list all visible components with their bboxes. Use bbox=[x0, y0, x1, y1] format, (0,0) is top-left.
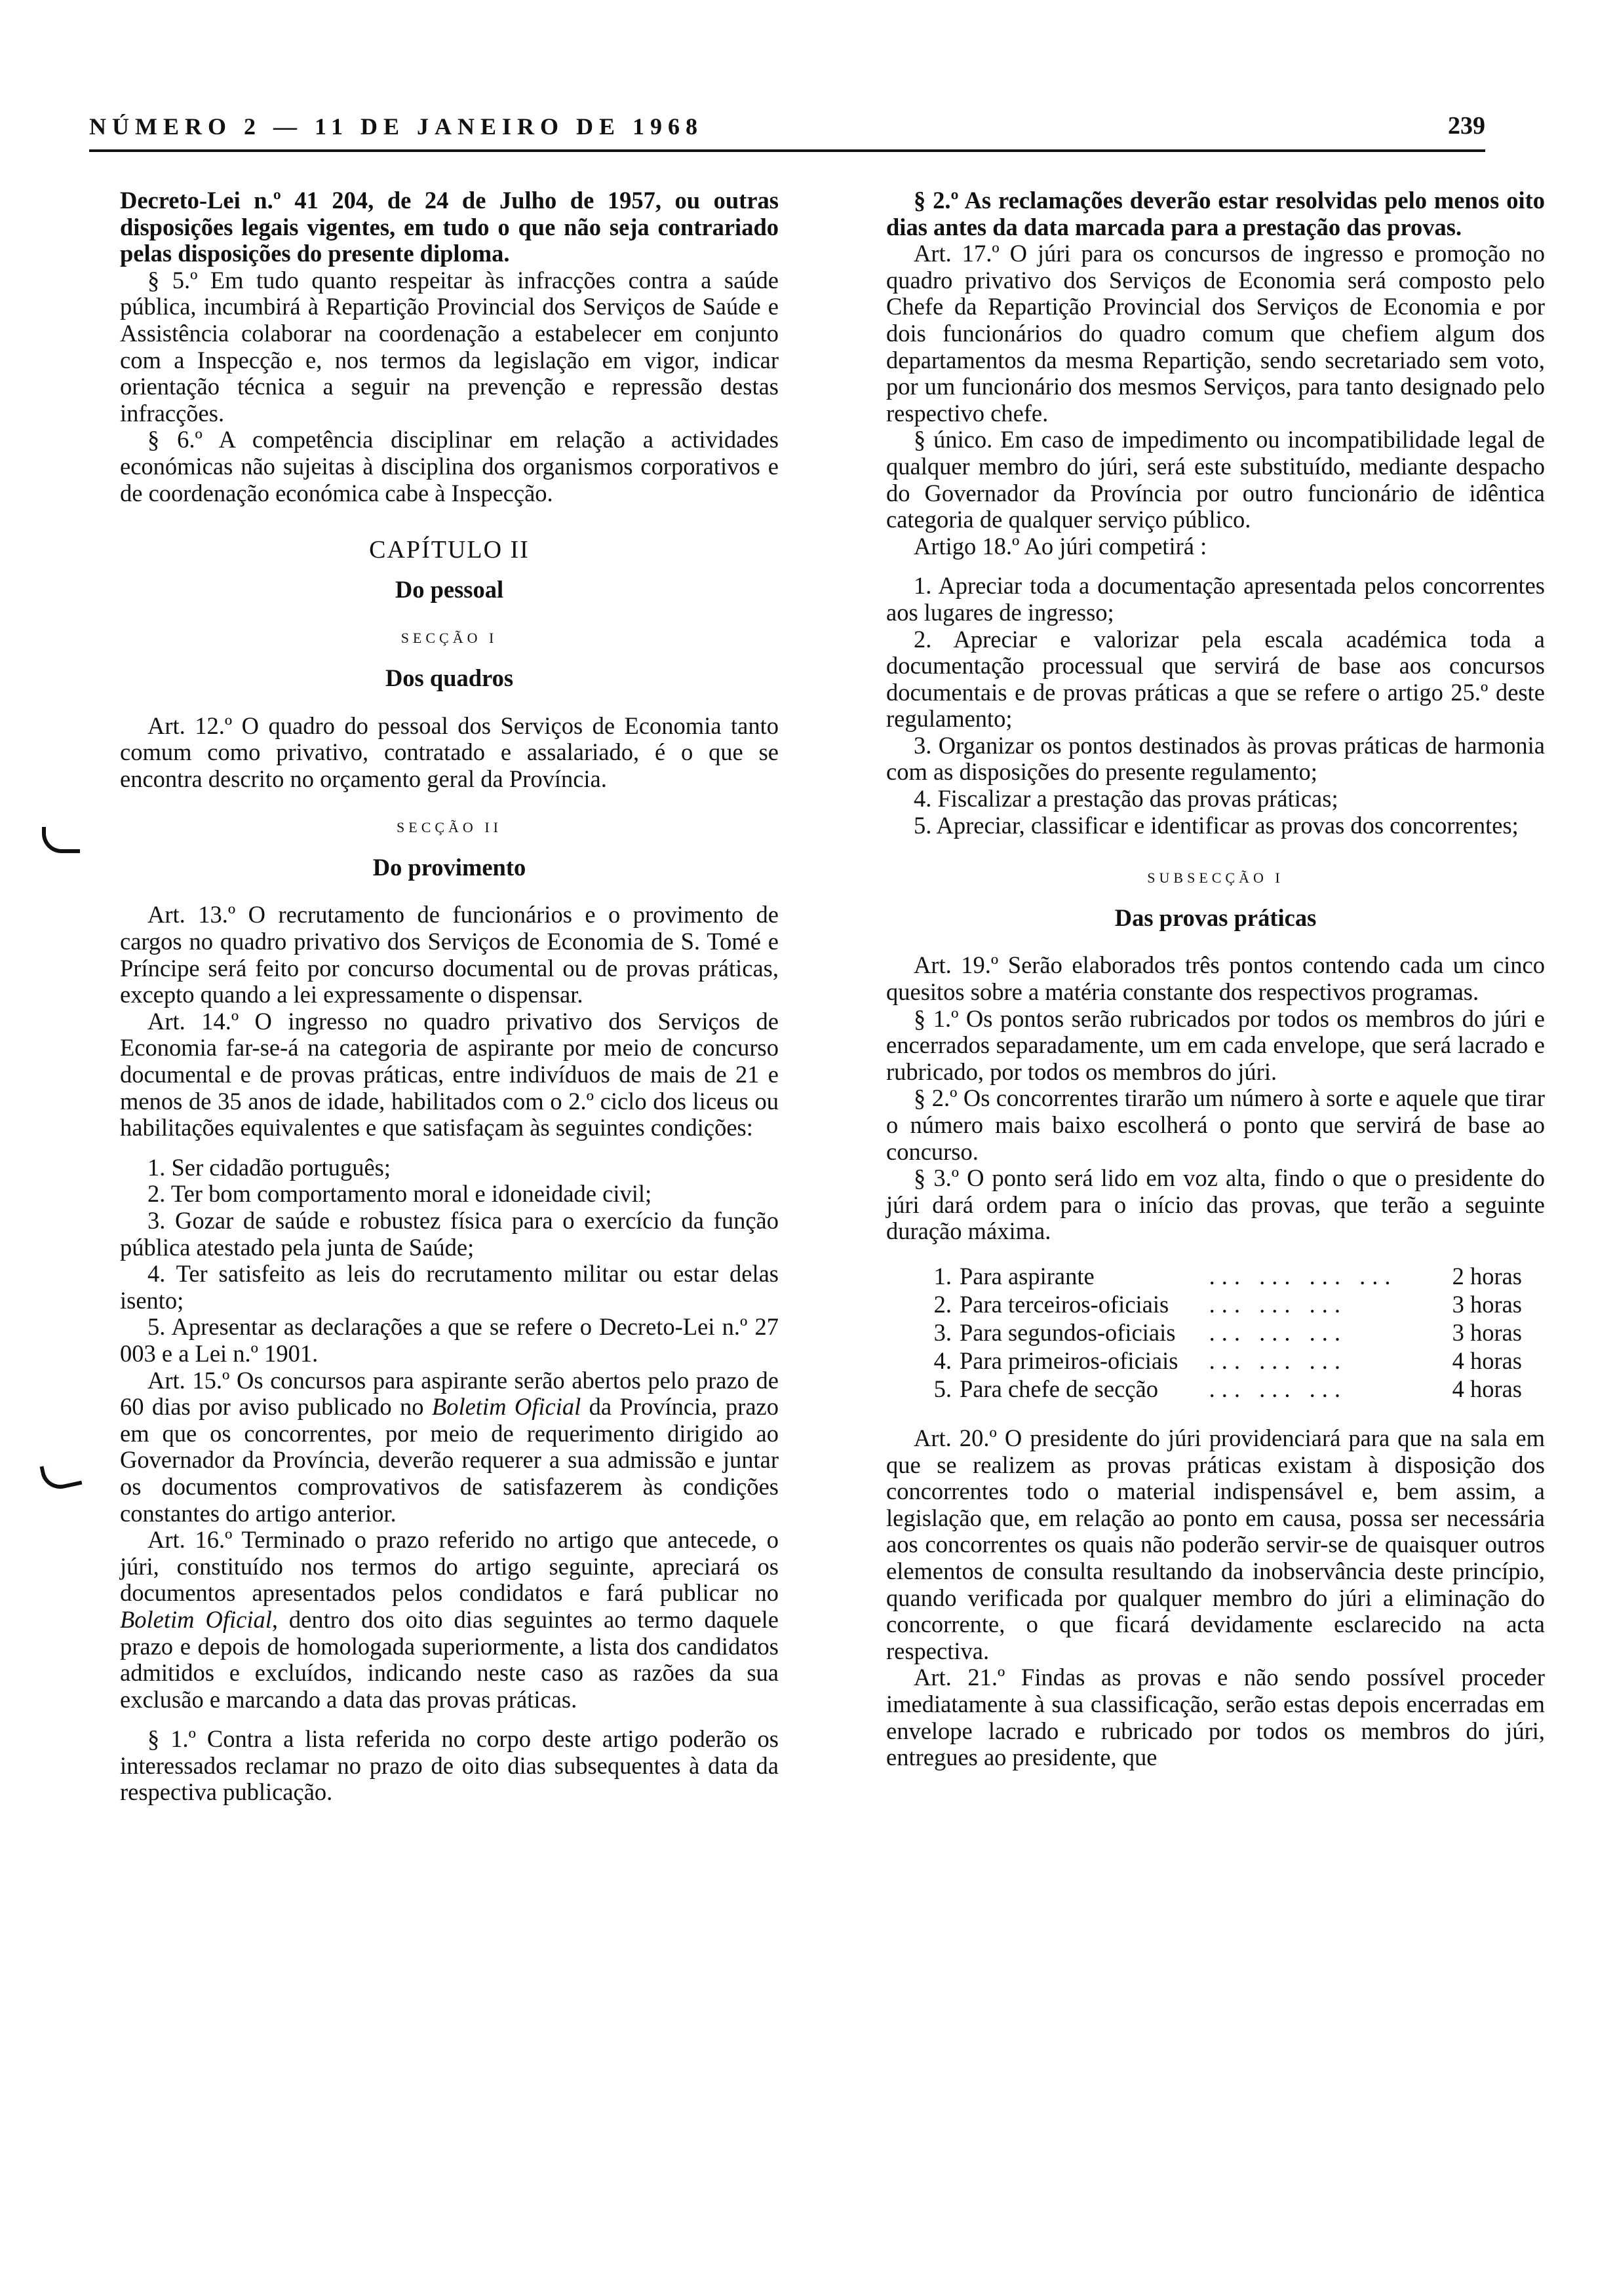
article: Art. 15.º Os concursos para aspirante serão abertos pelo prazo de 60 dias por aviso publicado no Boletim Oficial da Província, prazo em que os concorrentes, por meio de requerimento dirigido ao Governador da Província, deverão requerer a sua admissão e juntar os documentos comprovativos de satisfazerem às condições constantes do artigo anterior. bbox=[120, 1366, 779, 1527]
paragraph: Decreto-Lei n.º 41 204, de 24 de Julho de 1957, ou outras disposições legais vigentes, em tudo o que não seja contrariado pelas disposições do presente diploma. bbox=[120, 187, 779, 267]
subsection-title: Das provas práticas bbox=[1114, 904, 1317, 931]
section-label: SECÇÃO II bbox=[397, 819, 502, 836]
list-item: 3. Gozar de saúde e robustez física para o exercício da função pública atestado pela junta de Saúde; bbox=[120, 1207, 779, 1261]
table-row: 5. Para chefe de secção ... ... ... 4 horas bbox=[933, 1375, 1522, 1402]
list-item: 4. Fiscalizar a prestação das provas práticas; bbox=[914, 785, 1338, 813]
table-row: 3. Para segundos-oficiais ... ... ... 3 horas bbox=[933, 1318, 1522, 1346]
list-item: 1. Apreciar toda a documentação apresentada pelos concorrentes aos lugares de ingresso; bbox=[886, 572, 1545, 626]
article: Art. 21.º Findas as provas e não sendo possível proceder imediatamente à sua classificação, serão estas depois encerradas em envelope lacrado e rubricado por todos os membros do júri, entregues ao presidente, que bbox=[886, 1664, 1545, 1771]
paragraph: § 6.º A competência disciplinar em relação a actividades económicas não sujeitas à disciplina dos organismos corporativos e de coordenação económica cabe à Inspecção. bbox=[120, 426, 779, 507]
article: Art. 16.º Terminado o prazo referido no artigo que antecede, o júri, constituído nos termos do artigo seguinte, apreciará os documentos apresentados pelos condidatos e fará publicar no Boletim Oficial, dentro dos oito dias seguintes ao termo daquele prazo e depois de homologada superiormente, a lista dos candidatos admitidos e excluídos, indicando neste caso as razões da sua exclusão e marcando a data das provas práticas. bbox=[120, 1526, 779, 1713]
margin-mark bbox=[42, 827, 80, 853]
left-column bbox=[120, 187, 779, 1806]
paragraph: § 2.º As reclamações deverão estar resolvidas pelo menos oito dias antes da data marcada para a prestação das provas. bbox=[886, 187, 1545, 240]
section-label: SECÇÃO I bbox=[400, 630, 498, 647]
article: Art. 12.º O quadro do pessoal dos Serviços de Economia tanto comum como privativo, contratado e assalariado, é o que se encontra descrito no orçamento geral da Província. bbox=[120, 712, 779, 792]
page-number: 239 bbox=[1448, 112, 1485, 140]
duration-table bbox=[919, 1262, 1522, 1403]
paragraph: § 5.º Em tudo quanto respeitar às infracções contra a saúde pública, incumbirá à Repartição Provincial dos Serviços de Saúde e Assistência colaborar na coordenação a estabelecer em conjunto com a Inspecção e, nos termos da legislação em vigor, indicar orientação técnica a seguir na prevenção e repressão destas infracções. bbox=[120, 266, 779, 427]
section-title: Dos quadros bbox=[385, 664, 514, 691]
paragraph: § único. Em caso de impedimento ou incompatibilidade legal de qualquer membro do júri, será este substituído, mediante despacho do Governador da Província por outro funcionário de idêntica categoria de qualquer serviço público. bbox=[886, 426, 1545, 533]
article: Art. 14.º O ingresso no quadro privativo dos Serviços de Economia far-se-á na categoria de aspirante por meio de concurso documental e de provas práticas, entre indivíduos de mais de 21 e menos de 35 anos de idade, habilitados com o 2.º ciclo dos liceus ou habilitações equivalentes e que satisfaçam às seguintes condições: bbox=[120, 1007, 779, 1141]
table-row: 4. Para primeiros-oficiais ... ... ... 4 horas bbox=[933, 1347, 1522, 1374]
paragraph: § 1.º Contra a lista referida no corpo deste artigo poderão os interessados reclamar no prazo de oito dias subsequentes à data da respectiva publicação. bbox=[120, 1725, 779, 1806]
list-item: 4. Ter satisfeito as leis do recrutamento militar ou estar delas isento; bbox=[120, 1260, 779, 1314]
chapter-heading: CAPÍTULO II bbox=[369, 536, 530, 564]
article: Artigo 18.º Ao júri competirá : bbox=[914, 532, 1207, 560]
list-item: 5. Apreciar, classificar e identificar as provas dos concorrentes; bbox=[914, 811, 1519, 839]
table-row: 1. Para aspirante ... ... ... ... 2 horas bbox=[933, 1262, 1522, 1290]
list-item: 2. Apreciar e valorizar pela escala académica toda a documentação processual que servirá de base aos concursos documentais e de provas práticas a que se refere o artigo 25.º deste regulamento; bbox=[886, 625, 1545, 733]
list-item: 5. Apresentar as declarações a que se refere o Decreto-Lei n.º 27 003 e a Lei n.º 1901. bbox=[120, 1313, 779, 1367]
page-header bbox=[89, 110, 1485, 152]
list-item: 3. Organizar os pontos destinados às provas práticas de harmonia com as disposições do presente regulamento; bbox=[886, 731, 1545, 786]
right-column bbox=[886, 187, 1545, 1771]
article: Art. 19.º Serão elaborados três pontos contendo cada um cinco quesitos sobre a matéria constante dos respectivos programas. bbox=[886, 951, 1545, 1006]
margin-mark bbox=[39, 1459, 82, 1492]
paragraph: § 3.º O ponto será lido em voz alta, findo o que o presidente do júri dará ordem para o início das provas, que terão a seguinte duração máxima. bbox=[886, 1164, 1545, 1245]
article: Art. 17.º O júri para os concursos de ingresso e promoção no quadro privativo dos Serviços de Economia será composto pelo Chefe da Repartição Provincial dos Serviços de Economia e por dois funcionários do quadro comum que chefiem algum dos departamentos da mesma Repartição, sendo secretariado sem voto, por um funcionário dos mesmos Serviços, para tanto designado pelo respectivo chefe. bbox=[886, 240, 1545, 427]
chapter-title: Do pessoal bbox=[395, 575, 504, 603]
subsection-label: SUBSECÇÃO I bbox=[1147, 870, 1284, 887]
paragraph: § 2.º Os concorrentes tirarão um número à sorte e aquele que tirar o número mais baixo escolherá o ponto que servirá de base ao concurso. bbox=[886, 1084, 1545, 1165]
list-item: 2. Ter bom comportamento moral e idoneidade civil; bbox=[147, 1180, 652, 1208]
gazette-issue-title: NÚMERO 2 — 11 DE JANEIRO DE 1968 bbox=[89, 113, 704, 140]
section-title: Do provimento bbox=[372, 853, 526, 881]
paragraph: § 1.º Os pontos serão rubricados por todos os membros do júri e encerrados separadamente, um em cada envelope, que será lacrado e rubricado, por todos os membros do júri. bbox=[886, 1004, 1545, 1085]
list-item: 1. Ser cidadão português; bbox=[147, 1153, 391, 1181]
article: Art. 13.º O recrutamento de funcionários e o provimento de cargos no quadro privativo dos Serviços de Economia de S. Tomé e Príncipe será feito por concurso documental ou de provas práticas, excepto quando a lei expressamente o dispensar. bbox=[120, 901, 779, 1008]
article: Art. 20.º O presidente do júri providenciará para que na sala em que se realizem as provas práticas existam à disposição dos concorrentes todo o material indispensável e, bem assim, a legislação que, em relação ao ponto em causa, possa ser necessária aos concorrentes os quais não poderão servir-se de quaisquer outros elementos de consulta resultando da inobservância deste princípio, quando verificada por qualquer membro do júri a eliminação do concorrente, o que ficará devidamente esclarecido na acta respectiva. bbox=[886, 1424, 1545, 1664]
table-row: 2. Para terceiros-oficiais ... ... ... 3 horas bbox=[933, 1290, 1522, 1318]
